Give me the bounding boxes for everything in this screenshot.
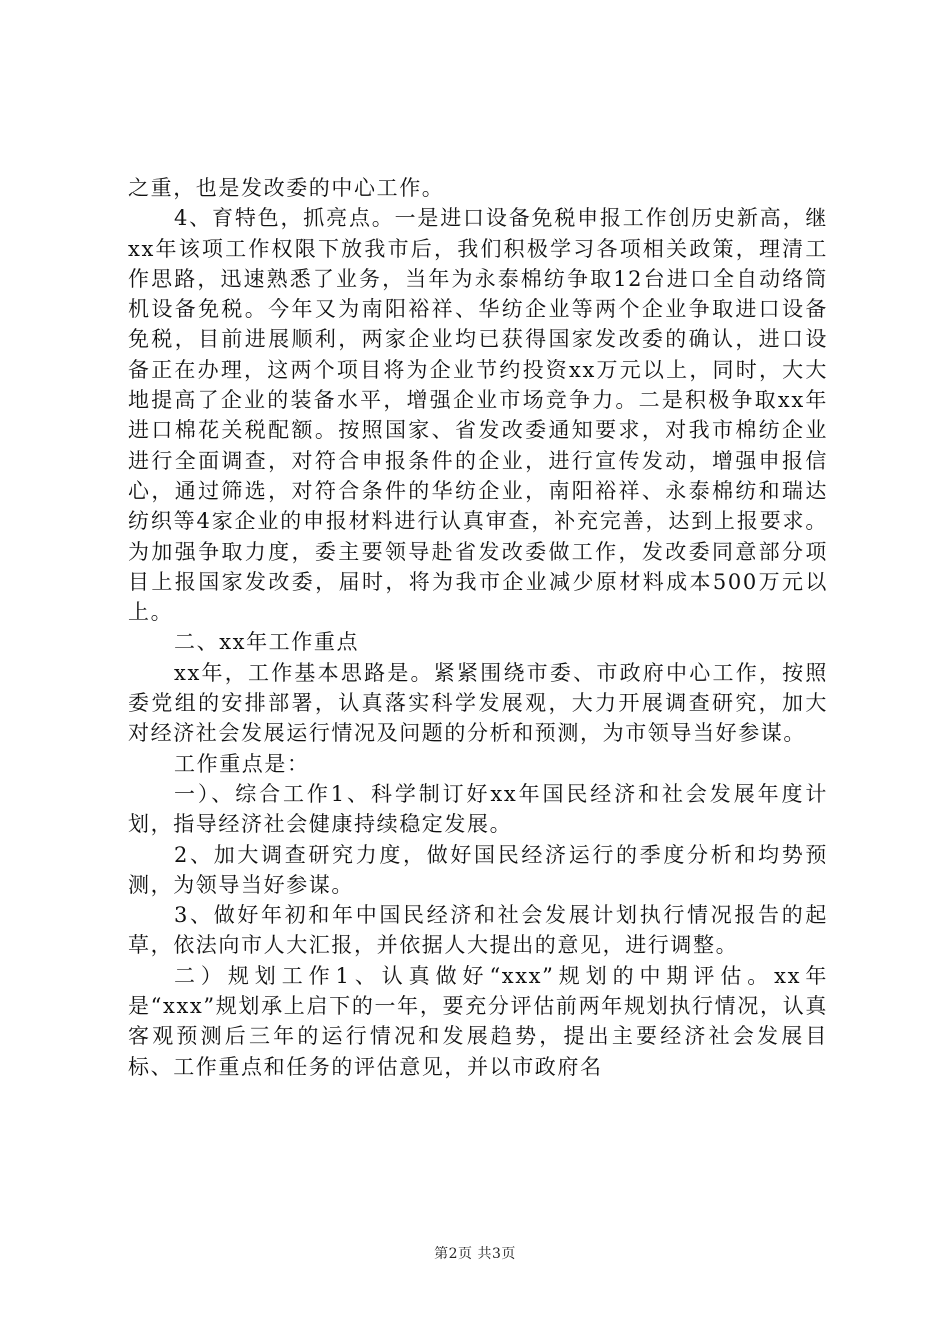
paragraph-9: 二）规划工作1、认真做好“xxx”规划的中期评估。xx年是“xxx”规划承上启下的一年，要充分评估前两年规划执行情况，认真客观预测后三年的运行情况和发展趋势，提出主要经济社会发展目标、工作重点和任务的评估意见，并以市政府名 bbox=[128, 963, 828, 1079]
paragraph-6: 一）、综合工作1、科学制订好xx年国民经济和社会发展年度计划，指导经济社会健康持续稳定发展。 bbox=[128, 781, 828, 837]
paragraph-2: 4、育特色，抓亮点。一是进口设备免税申报工作创历史新高，继xx年该项工作权限下放我市后，我们积极学习各项相关政策，理清工作思路，迅速熟悉了业务，当年为永泰棉纺争取12台进口全自动络筒机设备免税。今年又为南阳裕祥、华纺企业等两个企业争取进口设备免税，目前进展顺利，两家企业均已获得国家发改委的确认，进口设备正在办理，这两个项目将为企业节约投资xx万元以上，同时，大大地提高了企业的装备水平，增强企业市场竞争力。二是积极争取xx年进口棉花关税配额。按照国家、省发改委通知要求，对我市棉纺企业进行全面调查，对符合申报条件的企业，进行宣传发动，增强申报信心，通过筛选，对符合条件的华纺企业，南阳裕祥、永泰棉纺和瑞达纺织等4家企业的申报材料进行认真审查，补充完善，达到上报要求。为加强争取力度，委主要领导赴省发改委做工作，发改委同意部分项目上报国家发改委，届时，将为我市企业减少原材料成本500万元以上。 bbox=[128, 206, 828, 625]
paragraph-5: 工作重点是： bbox=[174, 751, 310, 776]
paragraph-4: xx年，工作基本思路是。紧紧围绕市委、市政府中心工作，按照委党组的安排部署，认真落实科学发展观，大力开展调查研究，加大对经济社会发展运行情况及问题的分析和预测，为市领导当好参谋。 bbox=[128, 660, 828, 746]
paragraph-1: 之重，也是发改委的中心工作。 bbox=[128, 176, 445, 200]
document-body bbox=[128, 173, 828, 1082]
paragraph-8: 3、做好年初和年中国民经济和社会发展计划执行情况报告的起草，依法向市人大汇报，并依据人大提出的意见，进行调整。 bbox=[128, 903, 828, 958]
paragraph-7: 2、加大调查研究力度，做好国民经济运行的季度分析和均势预测，为领导当好参谋。 bbox=[128, 842, 828, 897]
page-number-footer: 第2页 共3页 bbox=[434, 1246, 516, 1262]
section-heading: 二、xx年工作重点 bbox=[174, 630, 360, 655]
